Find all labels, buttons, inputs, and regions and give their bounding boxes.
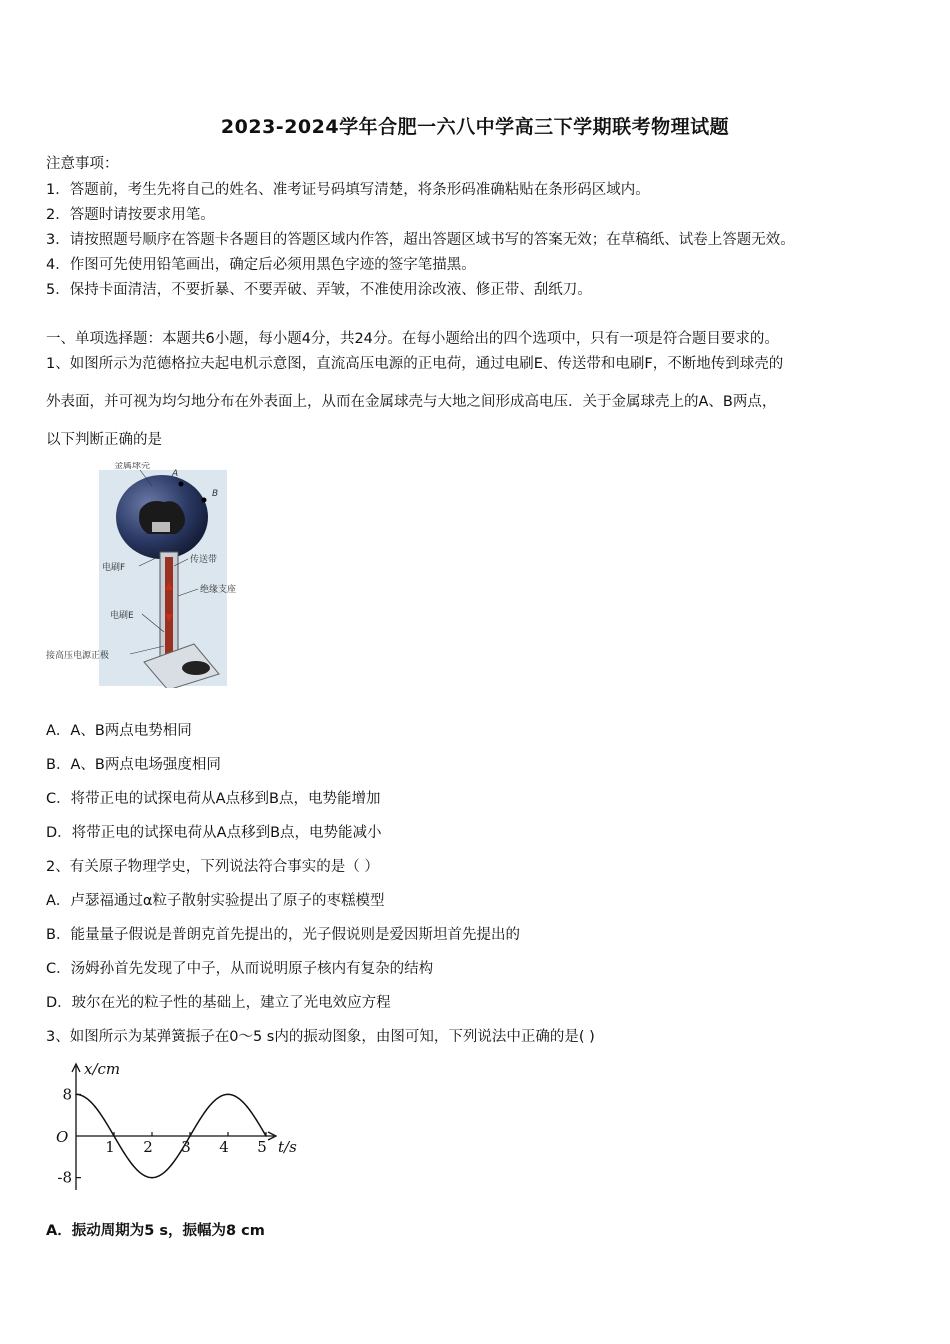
label-brush-e: 电刷E [110, 611, 134, 621]
q1-option: A．A、B两点电势相同 [46, 723, 192, 739]
x-tick-label: 5 [257, 1138, 267, 1156]
label-b: B [212, 489, 219, 499]
y-tick-label: 8 [62, 1085, 72, 1104]
origin-label: O [56, 1128, 69, 1146]
oscillation-chart [46, 1052, 316, 1197]
base-knob [182, 661, 210, 675]
q1-option: C．将带正电的试探电荷从A点移到B点，电势能增加 [46, 791, 381, 807]
q2-option: B．能量量子假说是普朗克首先提出的，光子假说则是爱因斯坦首先提出的 [46, 927, 520, 943]
q1-option: D．将带正电的试探电荷从A点移到B点，电势能减小 [46, 825, 382, 841]
van-de-graaff-figure [44, 462, 244, 688]
q2-stem: 2、有关原子物理学史，下列说法符合事实的是（ ） [46, 859, 379, 875]
page-title: 2023-2024学年合肥一六八中学高三下学期联考物理试题 [220, 116, 730, 138]
x-tick-label: 1 [105, 1138, 115, 1156]
notice-item: 5．保持卡面清洁，不要折暴、不要弄破、弄皱，不准使用涂改液、修正带、刮纸刀。 [46, 282, 592, 298]
notice-item: 3．请按照题号顺序在答题卡各题目的答题区域内作答，超出答题区域书写的答案无效；在草稿纸、试卷上答题无效。 [46, 232, 795, 248]
notice-item: 2．答题时请按要求用笔。 [46, 207, 215, 223]
section-heading: 一、单项选择题：本题共6小题，每小题4分，共24分。在每小题给出的四个选项中，只有一项是符合题目要求的。 [46, 331, 779, 347]
y-tick-label: -8 [57, 1168, 72, 1187]
x-tick-label: 4 [219, 1138, 229, 1156]
notice-item: 1．答题前，考生先将自己的姓名、准考证号码填写清楚，将条形码准确粘贴在条形码区域内。 [46, 182, 650, 198]
label-shell: 金属球壳 [114, 462, 151, 471]
q2-option: C．汤姆孙首先发现了中子，从而说明原子核内有复杂的结构 [46, 961, 434, 977]
notice-item: 4．作图可先使用铅笔画出，确定后必须用黑色字迹的签字笔描黑。 [46, 257, 476, 273]
conveyor-belt [165, 557, 173, 655]
notice-heading: 注意事项： [46, 156, 119, 172]
label-brush-f: 电刷F [102, 563, 126, 573]
point-b [202, 498, 207, 503]
q1-option: B．A、B两点电场强度相同 [46, 757, 221, 773]
label-belt: 传送带 [190, 555, 218, 565]
label-support: 绝缘支座 [200, 585, 237, 595]
q1-stem-line: 1、如图所示为范德格拉夫起电机示意图，直流高压电源的正电荷，通过电刷E、传送带和电刷F，不断地传到球壳的 [46, 356, 784, 372]
x-tick-label: 3 [181, 1138, 191, 1156]
x-tick-label: 2 [143, 1138, 153, 1156]
q3-option: A．振动周期为5 s，振幅为8 cm [46, 1223, 265, 1239]
q1-stem-line: 以下判断正确的是 [46, 432, 162, 448]
q3-stem: 3、如图所示为某弹簧振子在0～5 s内的振动图象，由图可知，下列说法中正确的是( ) [46, 1029, 595, 1045]
y-axis-label: x/cm [84, 1060, 121, 1078]
label-source: 接高压电源正极 [46, 651, 110, 661]
q2-option: D．玻尔在光的粒子性的基础上，建立了光电效应方程 [46, 995, 391, 1011]
brush-f-top [152, 522, 170, 532]
q2-option: A．卢瑟福通过α粒子散射实验提出了原子的枣糕模型 [46, 893, 385, 909]
x-axis-label: t/s [278, 1138, 297, 1156]
point-a [179, 482, 184, 487]
q1-stem-line: 外表面，并可视为均匀地分布在外表面上，从而在金属球壳与大地之间形成高电压．关于金属球壳上的A、B两点， [46, 394, 777, 410]
label-a: A [172, 469, 179, 479]
